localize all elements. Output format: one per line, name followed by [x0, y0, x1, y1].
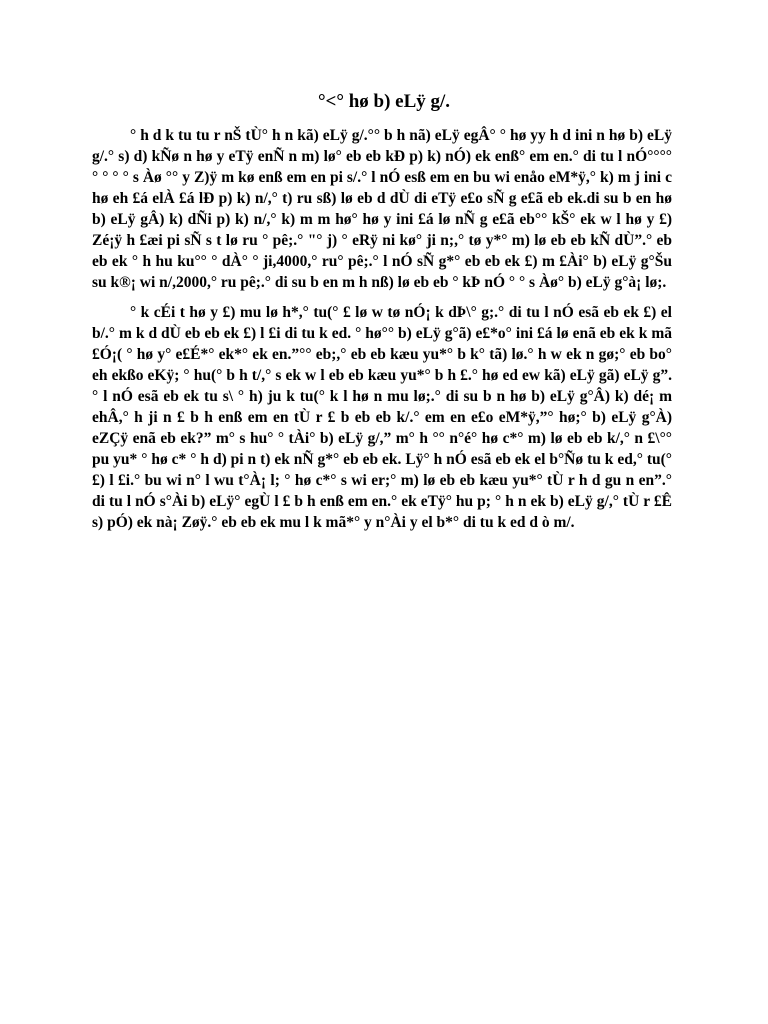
paragraph-1: ° h d k tu tu r nŠ tÙ° h n kã) eLÿ g/.°° b h nã) eLÿ egÂ° ° hø yy h d ini n hø b) eLÿ g/.° s) d) kÑø n hø y eTÿ enÑ n m) lø° eb eb kÐ p) k) nÓ) ek enß° em en.° di tu l nÓ°°°° ° ° ° ° s Àø °° y Z)ÿ m kø enß em en pi s/.° l nÓ esß em en bu wi enåo eM*ÿ,° k) m j ini c hø eh £á elÀ £á lÐ p) k) n/,° t) ru sß) lø eb d dÙ di eTÿ e£o sÑ g e£ã eb ek.di su b en hø b) eLÿ gÂ) k) dÑi p) k) n/,° k) m m hø° hø y ini £á lø nÑ g e£ã eb°° kŠ° ek w l hø y £) Zé¡ÿ h £æi pi sÑ s t lø ru ° pê;.° "° j) ° eRÿ ni kø° ji n;,° tø y*° m) lø eb eb kÑ dÙ”.° eb eb ek ° h hu ku°° ° dÀ° ° ji,4000,° ru° pê;.° l nÓ sÑ g*° eb eb ek £) m £Ài° b) eLÿ g°Šu su k®¡ wi n/,2000,° ru pê;.° di su b en m h nß) lø eb eb ° kÞ nÓ ° ° s Àø° b) eLÿ g°à¡ lø;.	[92, 127, 672, 291]
document-body	[92, 125, 672, 542]
paragraph-2: ° k cÉi t hø y £) mu lø h*,° tu(° £ lø w tø nÓ¡ k dÞ\° g;.° di tu l nÓ esã eb ek £) el b/.° m k d dÙ eb eb ek £) l £i di tu k ed. ° hø°° b) eLÿ g°ã) e£*o° ini £á lø enã eb ek k mã £Ó¡( ° hø y° e£É*° ek*° ek en.”°° eb;,° eb eb kæu yu*° b k° tã) lø.° h w ek n gø;° eb bo° eh ekßo eKÿ; ° hu(° b h t/,° s ek w l eb eb kæu yu*° b h £.° hø ed ew kã) eLÿ gã) eLÿ g”.° l nÓ esã eb ek tu s\ ° h) ju k tu(° k l hø n mu lø;.° di su b n hø b) eLÿ g°Â) k) dé¡ m ehÂ,° h ji n £ b h enß em en tÙ r £ b eb eb k/.° em en e£o eM*ÿ,”° hø;° b) eLÿ g°À) eZÇÿ enã eb ek?” m° s hu° ° tÀi° b) eLÿ g/,” m° h °° n°é° hø c*° m) lø eb eb k/,° n £\°° pu yu* ° hø c* ° h d) pi n t) ek nÑ g*° eb eb ek. Lÿ° h nÓ esã eb ek el b°Ñø tu k ed,° tu(° £) l £i.° bu wi n° l wu t°À¡ l; ° hø c*° s wi er;° m) lø eb eb kæu yu*° tÙ r h d gu n en”.° di tu l nÓ s°Ài b) eLÿ° egÙ l £ b h enß em en.° ek eTÿ° hu p; ° h n ek b) eLÿ g/,° tÙ r £Ê s) pÓ) ek nà¡ Zøÿ.° eb eb ek mu l k mã*° y n°Ài y el b*° di tu k ed d ò m/.	[92, 304, 672, 531]
document-title: °<° hø b) eLÿ g/.	[317, 91, 451, 112]
